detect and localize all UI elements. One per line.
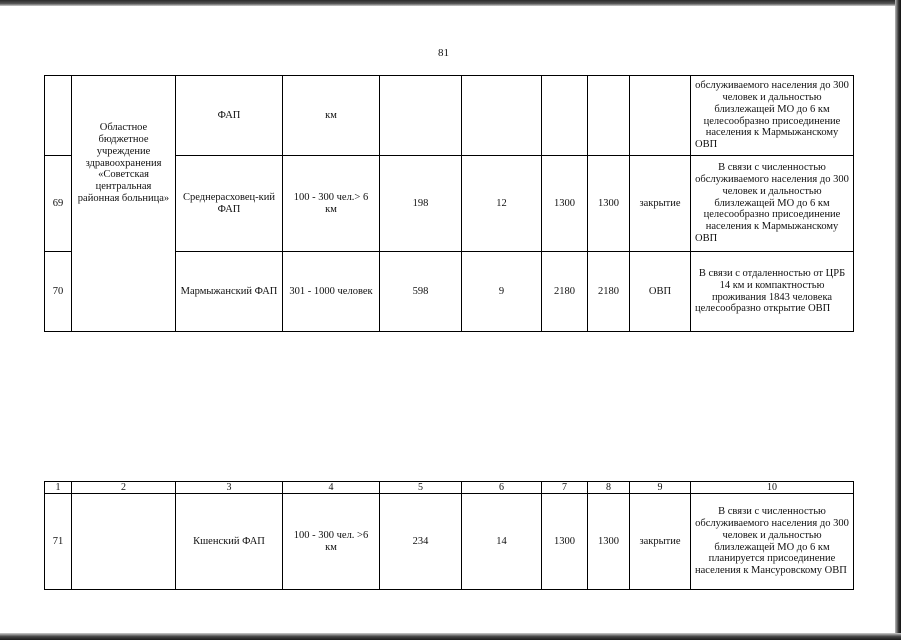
scan-edge-bottom [0, 633, 901, 640]
facility-cell: Кшенский ФАП [176, 494, 283, 590]
value-cell: 198 [380, 156, 462, 252]
action-cell: ОВП [630, 252, 691, 332]
facility-cell: Мармыжанский ФАП [176, 252, 283, 332]
action-cell [630, 76, 691, 156]
row-number-cell: 70 [45, 252, 72, 332]
population-range-cell: 301 - 1000 человек [283, 252, 380, 332]
value-cell: 1300 [588, 494, 630, 590]
column-number: 3 [176, 482, 283, 494]
column-number: 7 [542, 482, 588, 494]
value-cell [380, 76, 462, 156]
row-number-cell: 69 [45, 156, 72, 252]
column-number-header [45, 482, 854, 494]
column-number: 2 [72, 482, 176, 494]
population-range-cell: 100 - 300 чел. >6 км [283, 494, 380, 590]
note-cell: В связи с отдаленностью от ЦРБ 14 км и компактностью проживания 1843 человека целесообразно открытие ОВП [691, 252, 854, 332]
organization-cell [72, 494, 176, 590]
value-cell [588, 76, 630, 156]
row-number-cell [45, 76, 72, 156]
column-number: 4 [283, 482, 380, 494]
note-cell: В связи с численностью обслуживаемого населения до 300 человек и дальностью близлежащей МО до 6 км планируется присоединение населения к Мансуровскому ОВП [691, 494, 854, 590]
value-cell [542, 76, 588, 156]
note-cell: В связи с численностью обслуживаемого населения до 300 человек и дальностью близлежащей МО до 6 км целесообразно присоединение населения к Мармыжанскому ОВП [691, 156, 854, 252]
value-cell: 1300 [542, 156, 588, 252]
value-cell [462, 76, 542, 156]
scan-edge-top [0, 0, 901, 6]
action-cell: закрытие [630, 156, 691, 252]
value-cell: 14 [462, 494, 542, 590]
row-number-cell: 71 [45, 494, 72, 590]
population-range-cell: км [283, 76, 380, 156]
value-cell: 9 [462, 252, 542, 332]
note-cell: обслуживаемого населения до 300 человек и дальностью близлежащей МО до 6 км целесообразно присоединение населения к Мармыжанскому ОВП [691, 76, 854, 156]
scan-edge-right [895, 0, 901, 640]
organization-cell [72, 76, 176, 332]
organization-name: Областное бюджетное учреждение здравоохранения «Советская центральная районная больница» [77, 122, 170, 204]
value-cell: 2180 [588, 252, 630, 332]
action-cell: закрытие [630, 494, 691, 590]
value-cell: 1300 [542, 494, 588, 590]
facilities-table-next [44, 481, 854, 590]
population-range-cell: 100 - 300 чел.> 6 км [283, 156, 380, 252]
page-number: 81 [438, 47, 449, 59]
value-cell: 1300 [588, 156, 630, 252]
facility-cell: ФАП [176, 76, 283, 156]
column-number: 1 [45, 482, 72, 494]
column-number: 5 [380, 482, 462, 494]
value-cell: 2180 [542, 252, 588, 332]
table-row [45, 76, 854, 156]
table-row [45, 494, 854, 590]
facilities-table-continued [44, 75, 854, 332]
column-number: 10 [691, 482, 854, 494]
facility-cell: Среднерасховец-кий ФАП [176, 156, 283, 252]
value-cell: 234 [380, 494, 462, 590]
column-number: 9 [630, 482, 691, 494]
column-number: 8 [588, 482, 630, 494]
value-cell: 12 [462, 156, 542, 252]
column-number: 6 [462, 482, 542, 494]
value-cell: 598 [380, 252, 462, 332]
